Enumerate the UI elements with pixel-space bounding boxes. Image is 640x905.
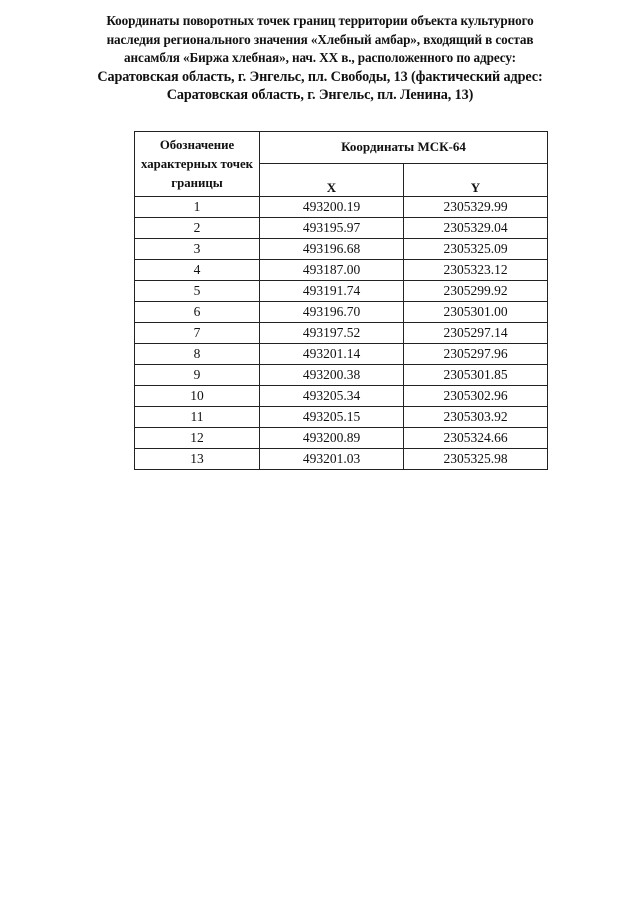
x-column-header: X <box>260 163 404 196</box>
table-row <box>135 281 548 302</box>
y-value: 2305301.00 <box>404 302 548 323</box>
point-number: 12 <box>135 428 260 449</box>
coordinates-group-header: Координаты МСК-64 <box>260 132 548 164</box>
table-row <box>135 302 548 323</box>
title-line-1: Координаты поворотных точек границ территории объекта культурного <box>106 13 534 28</box>
x-value: 493196.68 <box>260 239 404 260</box>
point-number: 2 <box>135 218 260 239</box>
point-number: 7 <box>135 323 260 344</box>
point-number: 4 <box>135 260 260 281</box>
table-row <box>135 365 548 386</box>
x-value: 493195.97 <box>260 218 404 239</box>
y-value: 2305325.98 <box>404 449 548 470</box>
point-label-header: Обозначение характерных точек границы <box>135 132 260 197</box>
y-value: 2305329.04 <box>404 218 548 239</box>
x-value: 493200.89 <box>260 428 404 449</box>
y-value: 2305325.09 <box>404 239 548 260</box>
point-number: 9 <box>135 365 260 386</box>
point-number: 8 <box>135 344 260 365</box>
title-line-4: Саратовская область, г. Энгельс, пл. Свободы, 13 (фактический адрес: <box>97 68 543 85</box>
table-row <box>135 218 548 239</box>
x-value: 493187.00 <box>260 260 404 281</box>
y-value: 2305324.66 <box>404 428 548 449</box>
document-title <box>62 12 578 105</box>
title-line-2: наследия регионального значения «Хлебный амбар», входящий в состав <box>106 31 534 47</box>
y-value: 2305297.14 <box>404 323 548 344</box>
y-value: 2305299.92 <box>404 281 548 302</box>
title-line-3: ансамбля «Биржа хлебная», нач. XX в., расположенного по адресу: <box>124 50 516 65</box>
point-number: 13 <box>135 449 260 470</box>
table-row <box>135 260 548 281</box>
x-value: 493197.52 <box>260 323 404 344</box>
x-value: 493205.34 <box>260 386 404 407</box>
point-number: 3 <box>135 239 260 260</box>
table-row <box>135 449 548 470</box>
x-value: 493205.15 <box>260 407 404 428</box>
x-value: 493196.70 <box>260 302 404 323</box>
point-number: 1 <box>135 197 260 218</box>
table-row <box>135 386 548 407</box>
y-value: 2305323.12 <box>404 260 548 281</box>
table-row <box>135 239 548 260</box>
y-value: 2305297.96 <box>404 344 548 365</box>
point-number: 6 <box>135 302 260 323</box>
coordinates-table <box>134 131 548 470</box>
x-value: 493200.38 <box>260 365 404 386</box>
x-value: 493200.19 <box>260 197 404 218</box>
y-column-header: Y <box>404 163 548 196</box>
title-line-5: Саратовская область, г. Энгельс, пл. Ленина, 13) <box>166 87 474 103</box>
table-row <box>135 197 548 218</box>
y-value: 2305329.99 <box>404 197 548 218</box>
table-row <box>135 323 548 344</box>
table-row <box>135 407 548 428</box>
y-value: 2305303.92 <box>404 407 548 428</box>
point-number: 11 <box>135 407 260 428</box>
table-row <box>135 428 548 449</box>
x-value: 493201.03 <box>260 449 404 470</box>
point-number: 10 <box>135 386 260 407</box>
y-value: 2305302.96 <box>404 386 548 407</box>
x-value: 493201.14 <box>260 344 404 365</box>
x-value: 493191.74 <box>260 281 404 302</box>
point-number: 5 <box>135 281 260 302</box>
table-row <box>135 344 548 365</box>
y-value: 2305301.85 <box>404 365 548 386</box>
